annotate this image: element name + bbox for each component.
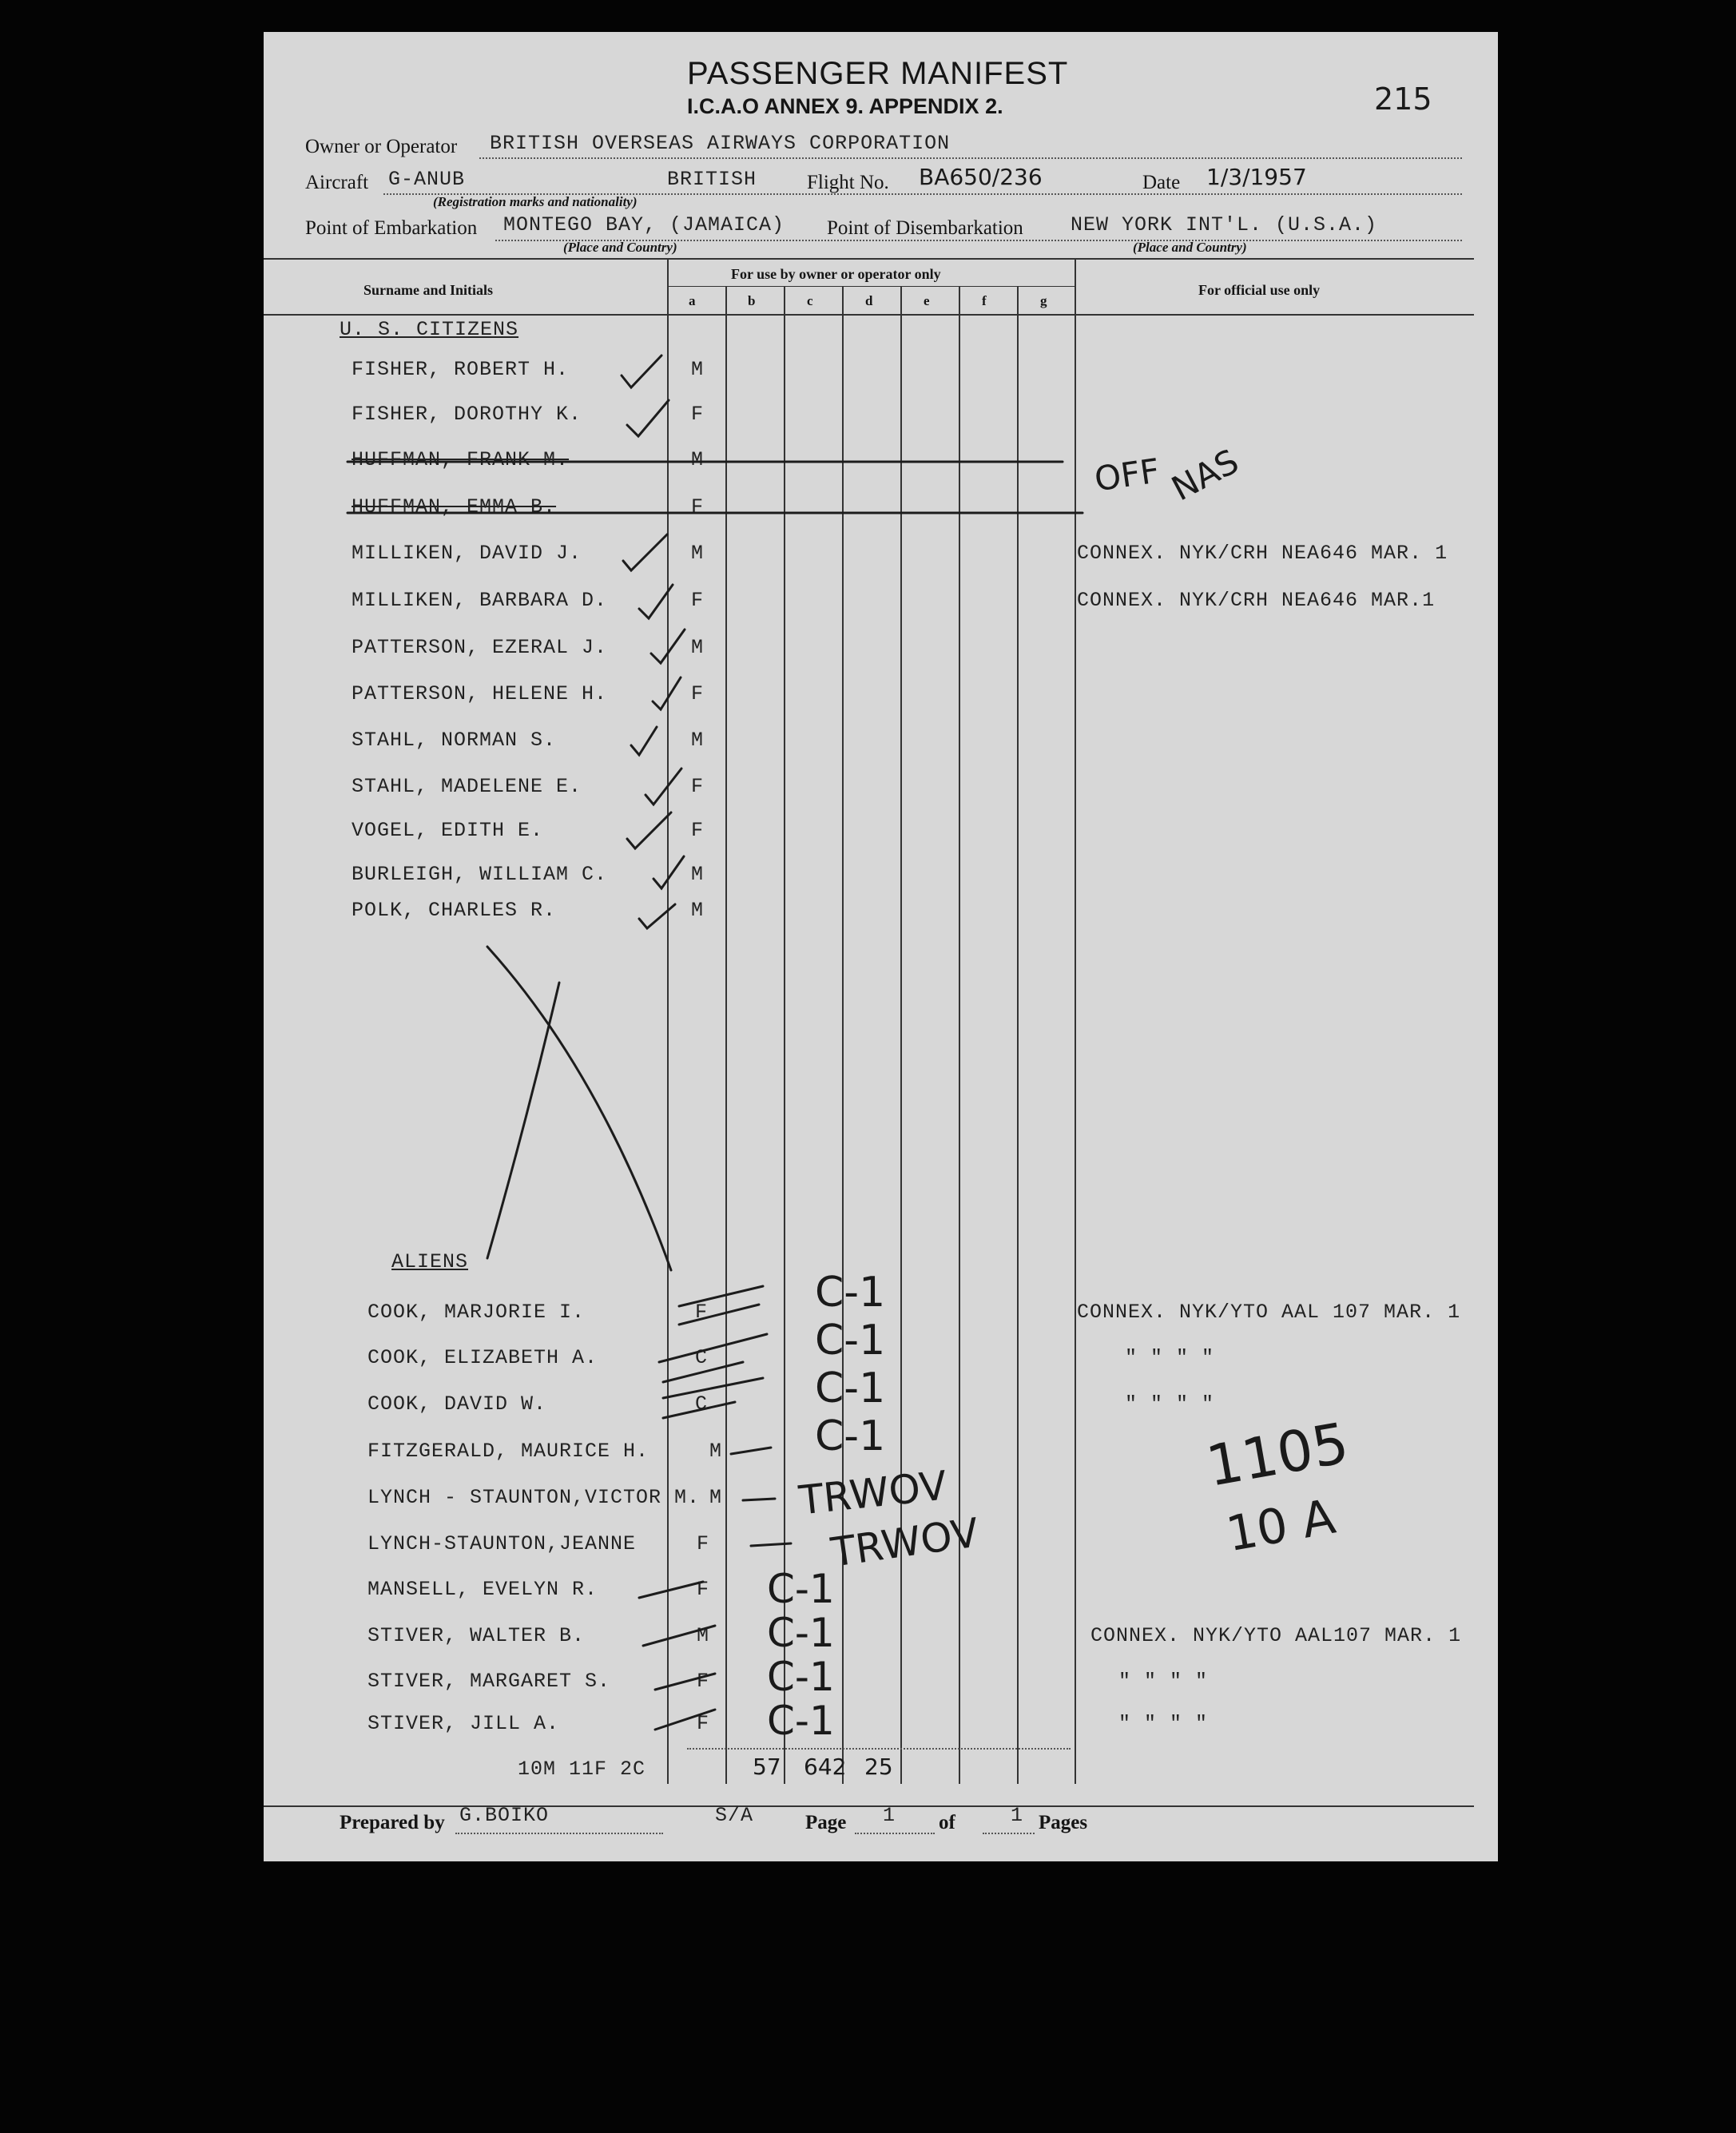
owner-label: Owner or Operator bbox=[305, 136, 458, 157]
slash-mark bbox=[655, 1710, 715, 1730]
passenger-official: " " " " bbox=[1118, 1712, 1209, 1735]
passenger-type: F bbox=[691, 819, 705, 842]
slash-mark bbox=[663, 1378, 763, 1418]
handwritten-c1: C-1 bbox=[815, 1269, 886, 1317]
embark-value: MONTEGO BAY, (JAMAICA) bbox=[503, 213, 785, 236]
col-official: For official use only bbox=[1198, 282, 1321, 298]
of-label: of bbox=[939, 1812, 955, 1833]
passenger-type: F bbox=[691, 403, 705, 426]
subcol-e: e bbox=[924, 293, 930, 308]
embark-label: Point of Embarkation bbox=[305, 217, 478, 239]
page-value: 1 bbox=[883, 1804, 896, 1827]
subcol-f: f bbox=[982, 293, 987, 308]
passenger-type: F bbox=[697, 1578, 710, 1601]
handwritten-nas: NAS bbox=[1165, 441, 1245, 509]
handwritten-c1-lower: C-1 bbox=[767, 1698, 835, 1744]
passenger-type: M bbox=[709, 1440, 723, 1463]
handwritten-trwov-1: TRWOV bbox=[796, 1462, 949, 1524]
date-value: 1/3/1957 bbox=[1206, 164, 1307, 190]
passenger-name: COOK, MARJORIE I. bbox=[367, 1301, 586, 1324]
handwritten-off: OFF bbox=[1091, 451, 1162, 499]
passenger-name: COOK, DAVID W. bbox=[367, 1392, 547, 1416]
subcol-c: c bbox=[807, 293, 813, 308]
section-us: U. S. CITIZENS bbox=[340, 318, 519, 341]
place-note-1: (Place and Country) bbox=[563, 240, 677, 255]
subcol-b: b bbox=[748, 293, 756, 308]
passenger-type: M bbox=[691, 729, 705, 752]
handwritten-c1: C-1 bbox=[815, 1317, 886, 1364]
slash-mark bbox=[679, 1286, 763, 1325]
handwritten-c1: C-1 bbox=[815, 1364, 886, 1412]
passenger-type: F bbox=[691, 775, 705, 798]
handwritten-count-2: 10 A bbox=[1222, 1488, 1340, 1563]
registration-note: (Registration marks and nationality) bbox=[433, 194, 638, 209]
subcol-a: a bbox=[689, 293, 696, 308]
col-owner-use: For use by owner or operator only bbox=[731, 266, 941, 282]
total-d: 25 bbox=[864, 1754, 893, 1780]
manifest-sheet bbox=[264, 32, 1474, 1861]
passenger-name: POLK, CHARLES R. bbox=[352, 899, 557, 922]
disembark-value: NEW YORK INT'L. (U.S.A.) bbox=[1071, 213, 1378, 236]
date-label: Date bbox=[1142, 172, 1181, 193]
subcol-g: g bbox=[1040, 293, 1047, 308]
total-b: 57 bbox=[753, 1754, 781, 1780]
check-mark-icon bbox=[653, 677, 681, 709]
passenger-type: M bbox=[697, 1624, 710, 1647]
slash-mark bbox=[643, 1626, 715, 1646]
pages-label: Pages bbox=[1039, 1812, 1088, 1833]
check-mark-icon bbox=[631, 727, 657, 755]
check-mark-icon bbox=[653, 856, 684, 888]
page-number: 215 bbox=[1374, 81, 1432, 117]
passenger-name: PATTERSON, EZERAL J. bbox=[352, 636, 608, 659]
check-mark-icon bbox=[627, 812, 671, 848]
passenger-type: F bbox=[697, 1532, 710, 1555]
aircraft-value: G-ANUB bbox=[388, 168, 466, 191]
passenger-official: " " " " bbox=[1118, 1670, 1209, 1693]
flight-value: BA650/236 bbox=[919, 164, 1043, 190]
passenger-type: M bbox=[691, 358, 705, 381]
check-mark-icon bbox=[622, 356, 661, 387]
place-note-2: (Place and Country) bbox=[1133, 240, 1247, 255]
passenger-official: " " " " bbox=[1125, 1392, 1215, 1416]
passenger-name: HUFFMAN, EMMA B. bbox=[352, 495, 557, 518]
passenger-type: F bbox=[691, 682, 705, 705]
passenger-type: C bbox=[695, 1346, 709, 1369]
handwritten-c1-lower: C-1 bbox=[767, 1654, 835, 1700]
passenger-official: CONNEX. NYK/CRH NEA646 MAR.1 bbox=[1077, 589, 1436, 612]
passenger-name: COOK, ELIZABETH A. bbox=[367, 1346, 598, 1369]
owner-value: BRITISH OVERSEAS AIRWAYS CORPORATION bbox=[490, 132, 951, 155]
passenger-official: " " " " bbox=[1125, 1346, 1215, 1369]
passenger-name: PATTERSON, HELENE H. bbox=[352, 682, 608, 705]
passenger-type: F bbox=[691, 589, 705, 612]
passenger-name: FISHER, ROBERT H. bbox=[352, 358, 570, 381]
passenger-type: M bbox=[691, 448, 705, 471]
totals-label: 10M 11F 2C bbox=[518, 1758, 646, 1781]
dash-mark bbox=[731, 1448, 771, 1454]
passenger-name: STIVER, MARGARET S. bbox=[367, 1670, 611, 1693]
disembark-label: Point of Disembarkation bbox=[827, 217, 1023, 239]
passenger-official: CONNEX. NYK/YTO AAL 107 MAR. 1 bbox=[1077, 1301, 1461, 1324]
prepared-label: Prepared by bbox=[340, 1812, 445, 1833]
passenger-type: F bbox=[691, 495, 705, 518]
total-c: 642 bbox=[804, 1754, 847, 1780]
passenger-type: F bbox=[695, 1301, 709, 1324]
subcol-d: d bbox=[865, 293, 873, 308]
passenger-name: FISHER, DOROTHY K. bbox=[352, 403, 582, 426]
check-mark-icon bbox=[651, 630, 685, 663]
passenger-official: CONNEX. NYK/CRH NEA646 MAR. 1 bbox=[1077, 542, 1448, 565]
check-mark-icon bbox=[623, 534, 667, 570]
slash-mark bbox=[659, 1334, 767, 1382]
flight-label: Flight No. bbox=[807, 172, 889, 193]
passenger-name: STAHL, NORMAN S. bbox=[352, 729, 557, 752]
check-mark-icon bbox=[646, 769, 681, 804]
handwritten-strokes bbox=[264, 32, 1498, 1861]
passenger-type: F bbox=[697, 1712, 710, 1735]
passenger-name: HUFFMAN, FRANK M. bbox=[352, 448, 570, 471]
aircraft-label: Aircraft bbox=[305, 172, 369, 193]
cross-out-stroke bbox=[487, 983, 559, 1258]
passenger-type: M bbox=[691, 899, 705, 922]
passenger-type: C bbox=[695, 1392, 709, 1416]
passenger-name: MILLIKEN, DAVID J. bbox=[352, 542, 582, 565]
passenger-type: M bbox=[691, 636, 705, 659]
passenger-name: LYNCH-STAUNTON,JEANNE bbox=[367, 1532, 637, 1555]
slash-mark bbox=[639, 1582, 703, 1598]
handwritten-trwov-2: TRWOV bbox=[828, 1509, 982, 1576]
passenger-name: BURLEIGH, WILLIAM C. bbox=[352, 863, 608, 886]
passenger-name: VOGEL, EDITH E. bbox=[352, 819, 544, 842]
prepared-value: G.BOIKO bbox=[459, 1804, 550, 1827]
handwritten-c1: C-1 bbox=[815, 1412, 886, 1460]
page-title: PASSENGER MANIFEST bbox=[687, 56, 1069, 91]
handwritten-c1-lower: C-1 bbox=[767, 1610, 835, 1656]
of-value: 1 bbox=[1011, 1804, 1024, 1827]
section-aliens: ALIENS bbox=[391, 1250, 469, 1273]
footer-sa: S/A bbox=[715, 1804, 754, 1827]
passenger-name: FITZGERALD, MAURICE H. bbox=[367, 1440, 650, 1463]
passenger-type: M bbox=[691, 863, 705, 886]
passenger-type: F bbox=[697, 1670, 710, 1693]
passenger-type: M bbox=[709, 1486, 723, 1509]
handwritten-count-1: 1105 bbox=[1202, 1410, 1353, 1499]
passenger-official: CONNEX. NYK/YTO AAL107 MAR. 1 bbox=[1090, 1624, 1462, 1647]
passenger-name: MANSELL, EVELYN R. bbox=[367, 1578, 598, 1601]
col-surname: Surname and Initials bbox=[363, 282, 494, 298]
passenger-name: LYNCH - STAUNTON,VICTOR M. bbox=[367, 1486, 701, 1509]
passenger-name: STAHL, MADELENE E. bbox=[352, 775, 582, 798]
passenger-type: M bbox=[691, 542, 705, 565]
cross-out-stroke bbox=[487, 947, 671, 1270]
check-mark-icon bbox=[639, 904, 675, 928]
handwritten-c1-lower: C-1 bbox=[767, 1566, 835, 1612]
nationality-value: BRITISH bbox=[667, 168, 757, 191]
slash-mark bbox=[655, 1674, 715, 1690]
page-label: Page bbox=[805, 1812, 847, 1833]
check-mark-icon bbox=[639, 585, 673, 618]
passenger-name: STIVER, WALTER B. bbox=[367, 1624, 586, 1647]
dash-mark bbox=[743, 1499, 775, 1500]
passenger-name: MILLIKEN, BARBARA D. bbox=[352, 589, 608, 612]
check-mark-icon bbox=[627, 400, 669, 436]
page-subtitle: I.C.A.O ANNEX 9. APPENDIX 2. bbox=[687, 94, 1003, 118]
dash-mark bbox=[751, 1543, 791, 1546]
passenger-name: STIVER, JILL A. bbox=[367, 1712, 560, 1735]
